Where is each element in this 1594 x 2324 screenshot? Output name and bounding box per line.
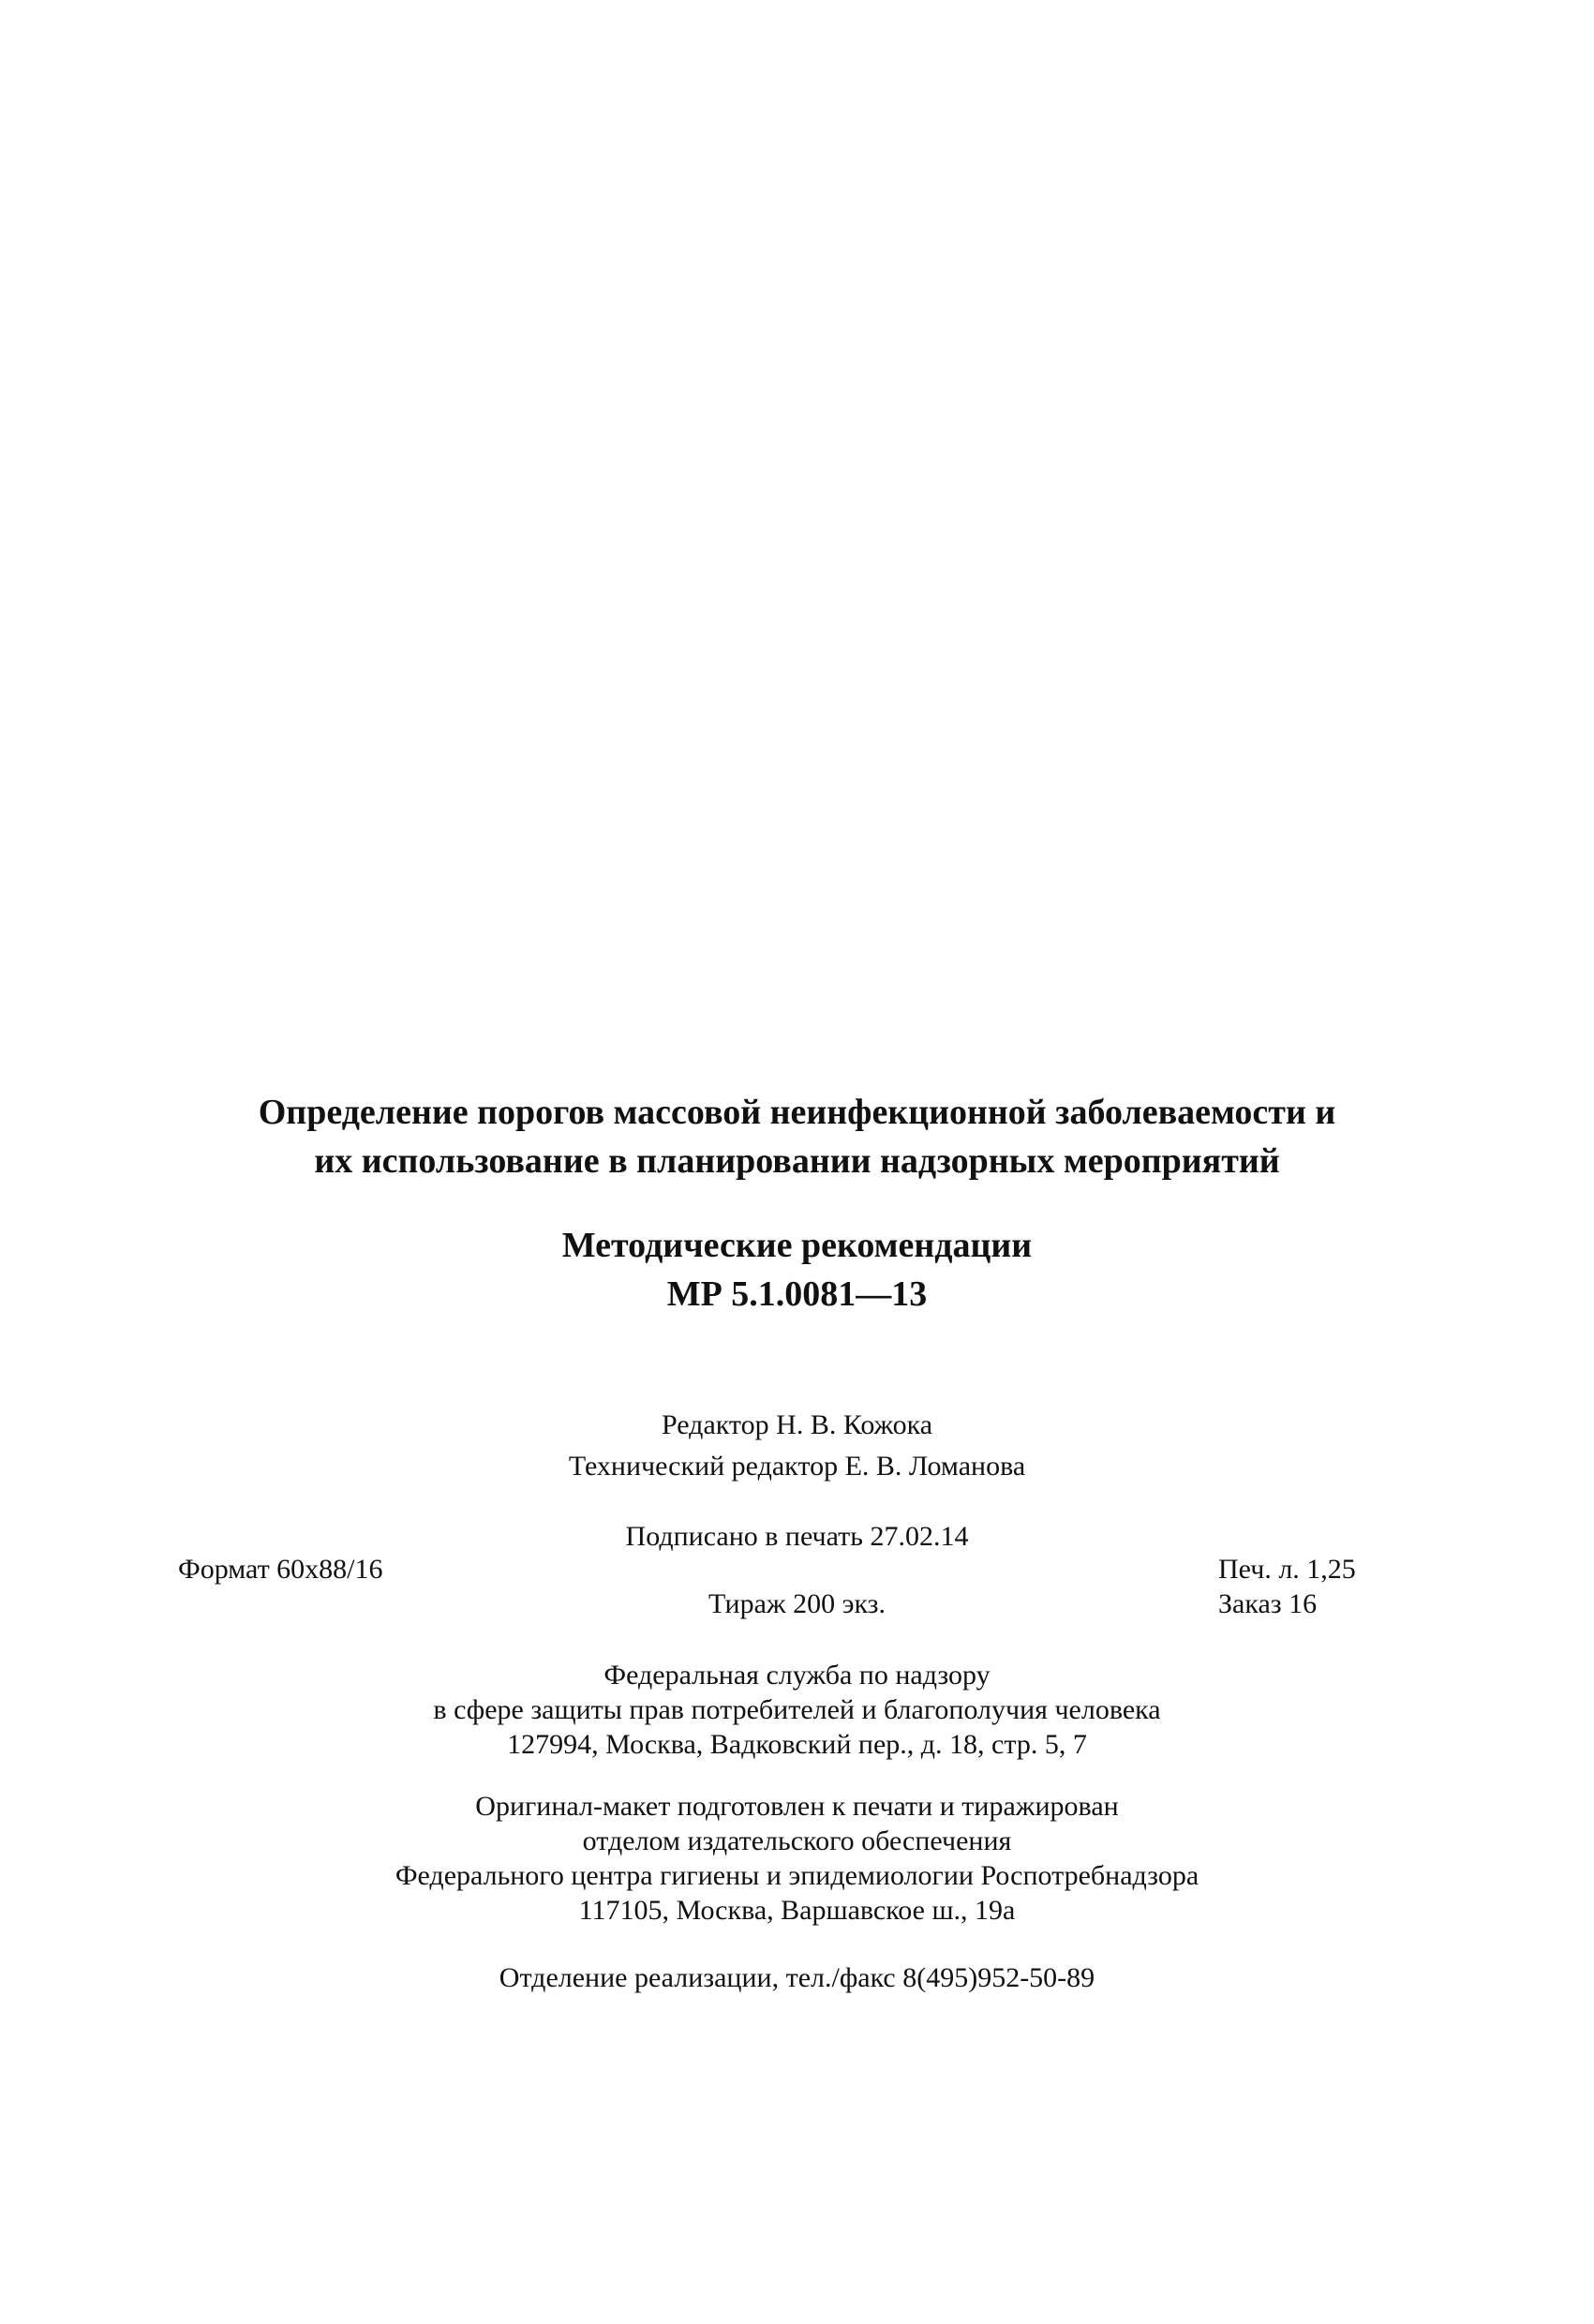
prepress-line-3: Федерального центра гигиены и эпидемиологии Роспотребнадзора (395, 1860, 1199, 1891)
doc-type-number: МР 5.1.0081—13 (666, 1274, 928, 1314)
prepress-address: 117105, Москва, Варшавское ш., 19а (578, 1895, 1016, 1926)
order-info: Заказ 16 (1218, 1588, 1318, 1619)
title-line-2: их использование в планировании надзорных мероприятий (314, 1141, 1280, 1181)
publisher-line-2: в сфере защиты прав потребителей и благополучия человека (433, 1694, 1161, 1725)
format-info: Формат 60x88/16 (178, 1554, 383, 1585)
publisher-line-1: Федеральная служба по надзору (603, 1660, 991, 1691)
prepress-line-2: отделом издательского обеспечения (582, 1825, 1012, 1856)
tech-editor-line: Технический редактор Е. В. Ломанова (568, 1451, 1026, 1482)
publisher-address: 127994, Москва, Вадковский пер., д. 18, стр. 5, 7 (507, 1729, 1087, 1760)
sales-contact: Отделение реализации, тел./факс 8(495)952-50-89 (499, 1962, 1095, 1993)
prepress-line-1: Оригинал-макет подготовлен к печати и тиражирован (475, 1791, 1119, 1822)
sheets-info: Печ. л. 1,25 (1218, 1554, 1356, 1585)
circulation-info: Тираж 200 экз. (708, 1588, 886, 1619)
signed-to-print: Подписано в печать 27.02.14 (625, 1521, 969, 1552)
title-line-1: Определение порогов массовой неинфекционной заболеваемости и (258, 1093, 1336, 1132)
editor-line: Редактор Н. В. Кожока (661, 1409, 933, 1440)
doc-type-name: Методические рекомендации (561, 1226, 1033, 1265)
